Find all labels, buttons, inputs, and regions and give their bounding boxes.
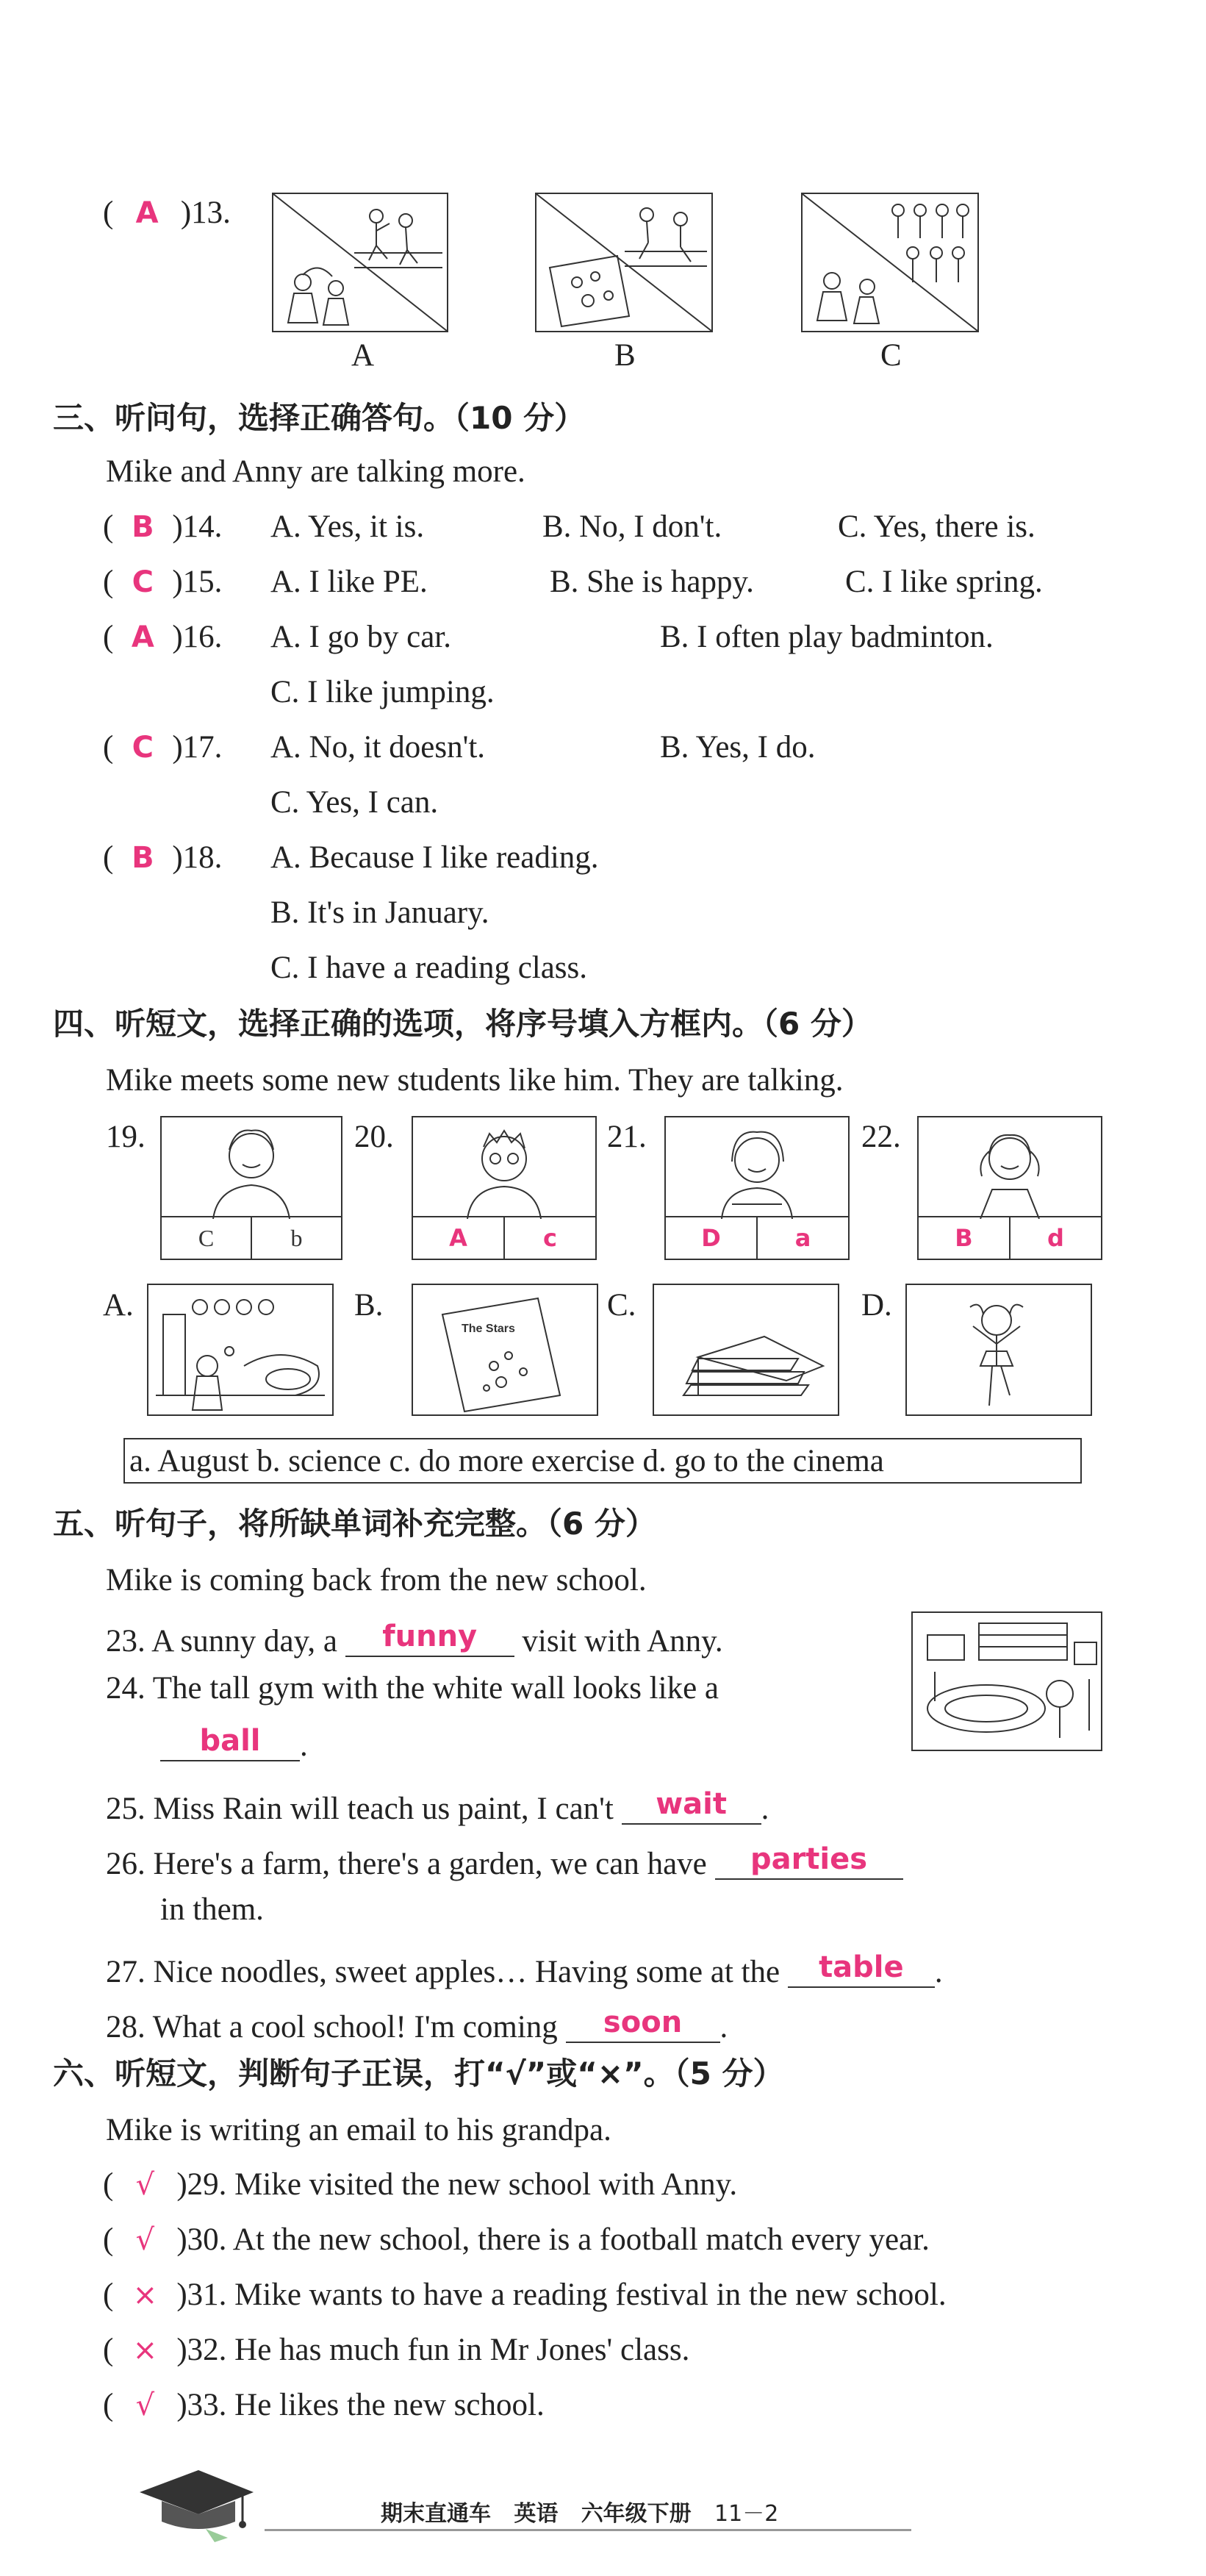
q29-answer: √ (135, 2168, 155, 2202)
school-campus-illustration (913, 1613, 1101, 1750)
q13-c-illustration (803, 194, 977, 331)
q15-line: ( C )15. (103, 565, 223, 599)
q18-option-c: C. I have a reading class. (270, 951, 588, 985)
footer-book: 期末直通车 (381, 2501, 491, 2527)
q13-label-b: B (614, 338, 636, 373)
q33-line: ( √ )33. He likes the new school. (103, 2388, 545, 2422)
option-b-image (412, 1284, 598, 1416)
q20-cell (412, 1116, 597, 1260)
q16-option-c: C. I like jumping. (270, 675, 495, 709)
q18-answer: B (132, 841, 154, 875)
q32-text: 32. He has much fun in Mr Jones' class. (187, 2333, 690, 2367)
q13-option-a-image (272, 193, 448, 332)
q23-line (106, 1617, 723, 1657)
q18-line: ( B )18. (103, 840, 223, 875)
section6-heading: 六、听短文，判断句子正误，打“√”或“×”。（5 分） (53, 2056, 784, 2092)
calendar-scene-illustration (148, 1285, 332, 1414)
section3-intro: Mike and Anny are talking more. (106, 454, 525, 489)
q19-right: b (251, 1217, 341, 1259)
q13-answer: A (135, 196, 159, 230)
footer-grade: 六年级下册 (581, 2501, 692, 2527)
q25-answer: wait (656, 1787, 727, 1821)
q27-answer: table (819, 1950, 904, 1984)
q21-right: a (756, 1217, 848, 1259)
q24-suffix: . (300, 1728, 308, 1763)
girl-pigtails-portrait (919, 1117, 1101, 1219)
q28-line (106, 2003, 728, 2043)
q14-option-b: B. No, I don't. (542, 509, 722, 544)
q14-line: ( B )14. (103, 509, 223, 544)
q31-line: ( × )31. Mike wants to have a reading festival in the new school. (103, 2278, 947, 2312)
option-c-image (653, 1284, 839, 1416)
q23-blank (345, 1617, 514, 1657)
option-d-image (905, 1284, 1092, 1416)
option-d-label: D. (861, 1288, 892, 1323)
q17-option-b: B. Yes, I do. (660, 730, 816, 765)
q13-number: 13. (191, 196, 231, 230)
q23-answer: funny (382, 1620, 478, 1653)
footer-divider (265, 2529, 911, 2531)
q21-number: 21. (607, 1120, 647, 1154)
q23-prefix: 23. A sunny day, a (106, 1624, 337, 1659)
q24-blank-line (160, 1722, 308, 1761)
q16-answer: A (131, 620, 154, 654)
q26-line (106, 1840, 903, 1880)
q16-line: ( A )16. (103, 620, 223, 654)
q27-blank (788, 1948, 935, 1988)
q17-option-c: C. Yes, I can. (270, 785, 439, 820)
dancing-girl-illustration (907, 1285, 1091, 1414)
option-a-label: A. (103, 1288, 134, 1323)
section3-heading: 三、听问句，选择正确答句。（10 分） (53, 400, 586, 436)
section5-heading: 五、听句子，将所缺单词补充完整。（6 分） (53, 1506, 656, 1542)
q13-a-illustration (273, 194, 447, 331)
q15-option-b: B. She is happy. (550, 565, 754, 599)
stars-book-illustration (413, 1285, 597, 1414)
q22-number: 22. (861, 1120, 901, 1154)
q17-line: ( C )17. (103, 730, 223, 765)
q24-line: 24. The tall gym with the white wall looks like a (106, 1671, 719, 1706)
q28-answer: soon (603, 2006, 683, 2039)
footer-page-number: 11－2 (714, 2501, 779, 2527)
q14-option-c: C. Yes, there is. (838, 509, 1035, 544)
q28-suffix: . (719, 2010, 728, 2044)
word-bank: a. August b. science c. do more exercise d. go to the cinema (123, 1438, 1082, 1484)
q30-line: ( √ )30. At the new school, there is a football match every year. (103, 2222, 930, 2257)
q28-prefix: 28. What a cool school! I'm coming (106, 2010, 558, 2044)
q13-option-c-image (801, 193, 979, 332)
q26-blank (715, 1840, 903, 1880)
section6-intro: Mike is writing an email to his grandpa. (106, 2113, 611, 2147)
q26-answer: parties (750, 1842, 868, 1876)
school-scene-image (911, 1611, 1102, 1751)
q13-label-c: C (880, 338, 902, 373)
q18-number: 18. (182, 840, 223, 875)
stack-of-books-illustration (654, 1285, 838, 1414)
section4-heading: 四、听短文，选择正确的选项，将序号填入方框内。（6 分） (53, 1006, 872, 1042)
boy-portrait (162, 1117, 341, 1219)
q27-suffix: . (934, 1955, 943, 1989)
q14-answer: B (132, 510, 154, 544)
boy-glasses-portrait (413, 1117, 595, 1219)
option-b-label: B. (354, 1288, 384, 1323)
q22-left: B (955, 1224, 973, 1252)
q33-answer: √ (135, 2389, 155, 2422)
q17-option-a: A. No, it doesn't. (270, 730, 486, 765)
q25-prefix: 25. Miss Rain will teach us paint, I can't (106, 1792, 614, 1826)
q20-number: 20. (354, 1120, 394, 1154)
q17-number: 17. (182, 730, 223, 765)
q17-answer: C (132, 731, 154, 765)
q19-number: 19. (106, 1120, 146, 1154)
girl-portrait (666, 1117, 848, 1219)
q22-right: d (1009, 1217, 1101, 1259)
q32-line: ( × )32. He has much fun in Mr Jones' class. (103, 2333, 690, 2367)
section5-intro: Mike is coming back from the new school. (106, 1563, 647, 1598)
q25-line (106, 1785, 769, 1825)
q22-cell (917, 1116, 1102, 1260)
graduation-cap-icon (132, 2463, 257, 2544)
footer-subject: 英语 (514, 2501, 559, 2527)
q16-option-b: B. I often play badminton. (660, 620, 994, 654)
q16-number: 16. (182, 620, 223, 654)
q14-option-a: A. Yes, it is. (270, 509, 425, 544)
footer-text (381, 2495, 778, 2527)
q13-line: ( A )13. (103, 196, 231, 230)
q15-number: 15. (182, 565, 223, 599)
q16-option-a: A. I go by car. (270, 620, 451, 654)
q25-blank (622, 1785, 761, 1825)
q25-suffix: . (761, 1792, 769, 1826)
option-a-image (147, 1284, 334, 1416)
q32-answer: × (132, 2333, 158, 2367)
q30-answer: √ (135, 2223, 155, 2257)
q26-suffix: in them. (160, 1892, 264, 1927)
q15-option-a: A. I like PE. (270, 565, 428, 599)
book-title: The Stars (462, 1323, 515, 1335)
q29-text: 29. Mike visited the new school with Anny. (187, 2167, 738, 2202)
q26-prefix: 26. Here's a farm, there's a garden, we can have (106, 1847, 707, 1881)
option-c-label: C. (607, 1288, 636, 1323)
q21-cell (664, 1116, 850, 1260)
q18-option-a: A. Because I like reading. (270, 840, 599, 875)
q23-suffix: visit with Anny. (522, 1624, 723, 1659)
q31-text: 31. Mike wants to have a reading festival in the new school. (187, 2278, 947, 2312)
q13-label-a: A (351, 338, 375, 373)
q19-cell (160, 1116, 342, 1260)
q27-line (106, 1948, 943, 1988)
q31-answer: × (132, 2278, 158, 2312)
section4-intro: Mike meets some new students like him. They are talking. (106, 1063, 844, 1098)
q30-text: 30. At the new school, there is a football match every year. (187, 2222, 930, 2257)
q20-right: c (503, 1217, 595, 1259)
q20-left: A (449, 1224, 467, 1252)
q33-text: 33. He likes the new school. (187, 2388, 545, 2422)
q15-option-c: C. I like spring. (845, 565, 1043, 599)
q28-blank (566, 2003, 720, 2043)
q19-left: C (198, 1224, 215, 1251)
q14-number: 14. (182, 509, 223, 544)
q24-answer: ball (199, 1724, 261, 1758)
q13-b-illustration (536, 194, 711, 331)
q24-blank (160, 1722, 300, 1761)
q27-prefix: 27. Nice noodles, sweet apples… Having some at the (106, 1955, 780, 1989)
q13-option-b-image (535, 193, 713, 332)
q15-answer: C (132, 565, 154, 599)
q29-line: ( √ )29. Mike visited the new school with Anny. (103, 2167, 738, 2202)
q21-left: D (701, 1224, 721, 1252)
q18-option-b: B. It's in January. (270, 895, 489, 930)
